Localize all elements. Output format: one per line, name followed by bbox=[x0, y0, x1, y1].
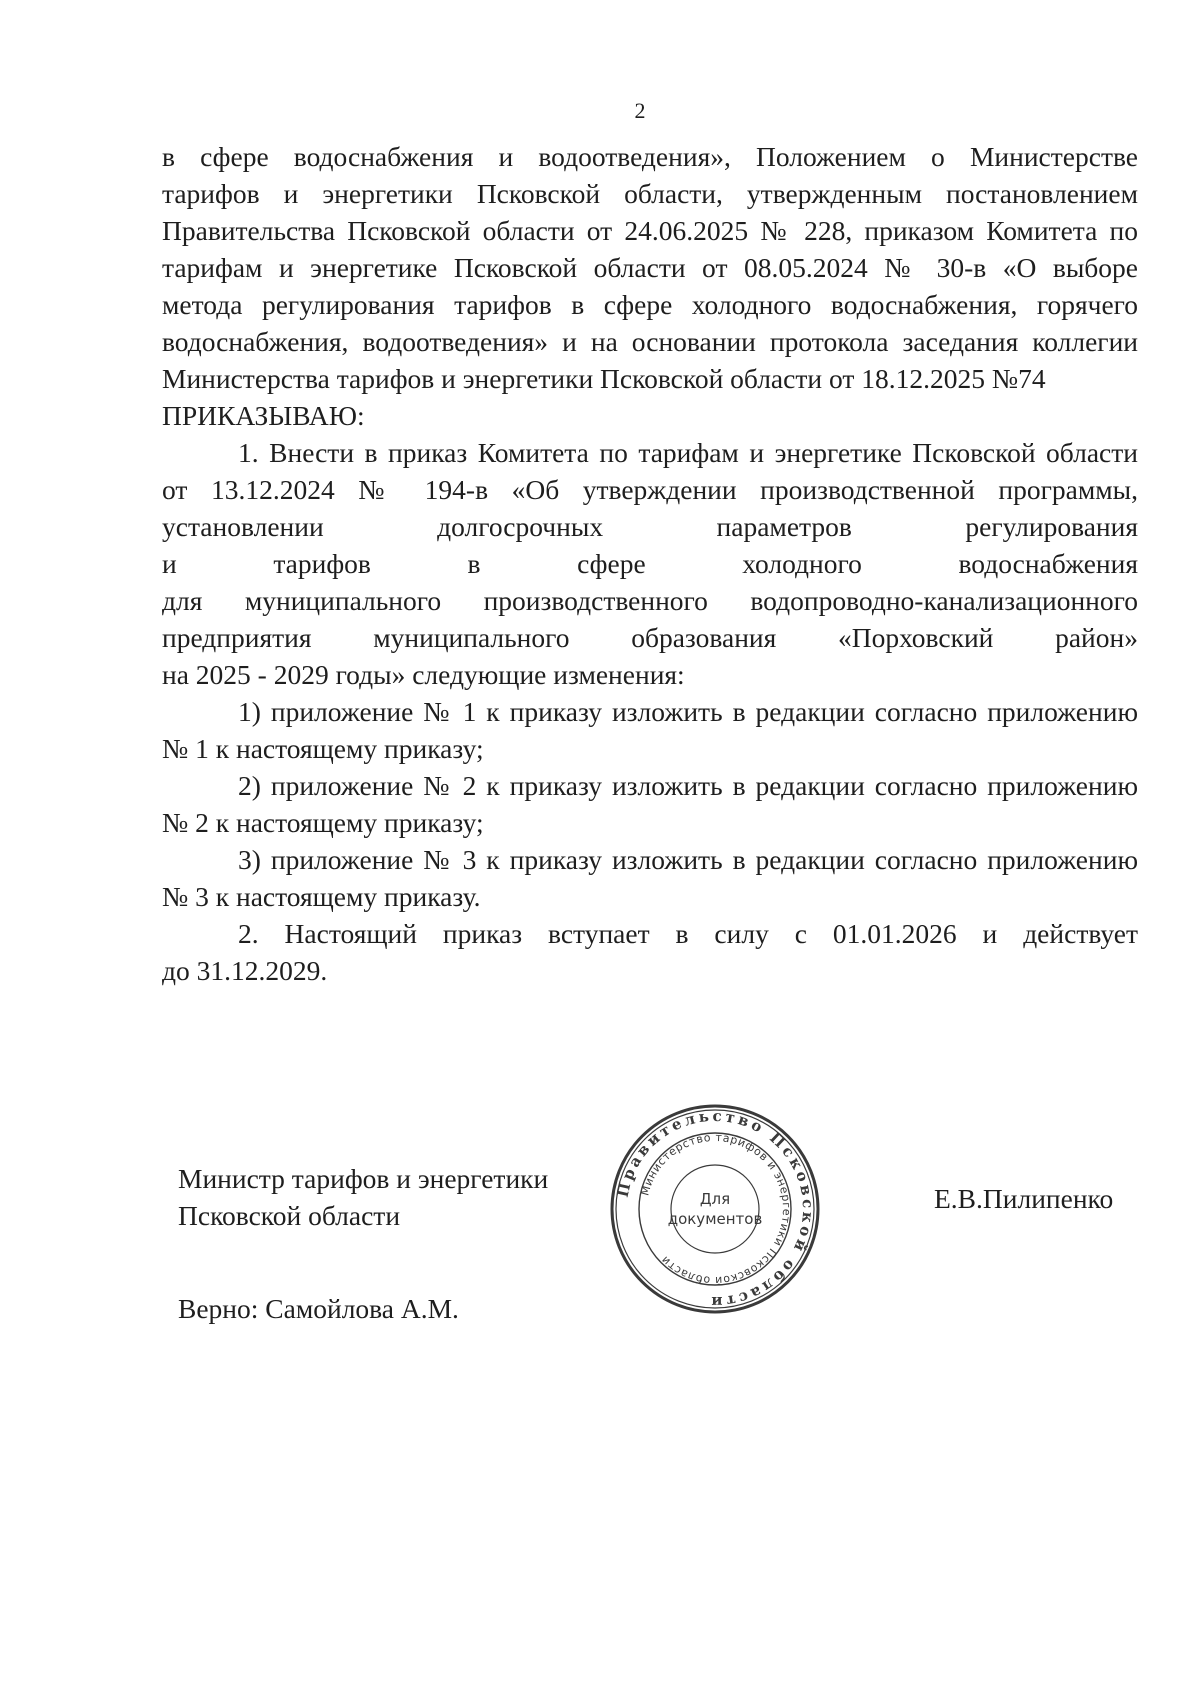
seal-inner-text: Министерство тарифов и энергетики Псковской области bbox=[638, 1130, 794, 1288]
text-line: до 31.12.2029. bbox=[162, 955, 328, 986]
text-line: Министерства тарифов и энергетики Псковской области от 18.12.2025 №74 bbox=[162, 363, 1046, 394]
text-line: Правительства Псковской области от 24.06.2025 № 228, приказом Комитета по bbox=[162, 215, 1138, 246]
text-line: 2) приложение № 2 к приказу изложить в редакции согласно приложению bbox=[238, 770, 1138, 801]
text-line: 2. Настоящий приказ вступает в силу с 01.01.2026 и действует bbox=[238, 918, 1138, 949]
text-line: от 13.12.2024 № 194-в «Об утверждении производственной программы, bbox=[162, 474, 1138, 505]
seal-graphic bbox=[609, 1103, 821, 1315]
text-line: и тарифов в сфере холодного водоснабжения bbox=[162, 548, 1138, 579]
text-line: № 1 к настоящему приказу; bbox=[162, 733, 484, 764]
text-line: для муниципального производственного водопроводно-канализационного bbox=[162, 585, 1138, 616]
text-line: на 2025 - 2029 годы» следующие изменения: bbox=[162, 659, 685, 690]
seal-center-line: Для bbox=[699, 1190, 731, 1208]
text-line: метода регулирования тарифов в сфере холодного водоснабжения, горячего bbox=[162, 289, 1138, 320]
text-line: в сфере водоснабжения и водоотведения», Положением о Министерстве bbox=[162, 141, 1138, 172]
signatory-name: Е.В.Пилипенко bbox=[934, 1183, 1114, 1214]
text-line: 3) приложение № 3 к приказу изложить в редакции согласно приложению bbox=[238, 844, 1138, 875]
text-line: 1) приложение № 1 к приказу изложить в редакции согласно приложению bbox=[238, 696, 1138, 727]
signatory-title bbox=[178, 1160, 658, 1234]
seal-center-line: документов bbox=[667, 1210, 763, 1228]
text-line: предприятия муниципального образования «Порховский район» bbox=[162, 622, 1138, 653]
command-heading: ПРИКАЗЫВАЮ: bbox=[162, 400, 365, 431]
text-line: тарифам и энергетике Псковской области от 08.05.2024 № 30-в «О выборе bbox=[162, 252, 1138, 283]
page-number: 2 bbox=[634, 98, 646, 123]
text-line: № 3 к настоящему приказу. bbox=[162, 881, 481, 912]
certified-copy-note: Верно: Самойлова А.М. bbox=[178, 1293, 459, 1324]
text-line: тарифов и энергетики Псковской области, утвержденным постановлением bbox=[162, 178, 1138, 209]
text-line: № 2 к настоящему приказу; bbox=[162, 807, 484, 838]
seal-outer-text: Правительство Псковской области bbox=[613, 1106, 818, 1312]
seal-inner-ring bbox=[671, 1165, 759, 1253]
text-line: водоснабжения, водоотведения» и на основании протокола заседания коллегии bbox=[162, 326, 1138, 357]
text-line: установлении долгосрочных параметров регулирования bbox=[162, 511, 1138, 542]
signatory-title-line: Министр тарифов и энергетики bbox=[178, 1163, 549, 1194]
text-line: 1. Внести в приказ Комитета по тарифам и энергетике Псковской области bbox=[238, 437, 1138, 468]
signatory-title-line: Псковской области bbox=[178, 1200, 401, 1231]
official-seal bbox=[609, 1103, 821, 1315]
document-body bbox=[162, 138, 1138, 989]
